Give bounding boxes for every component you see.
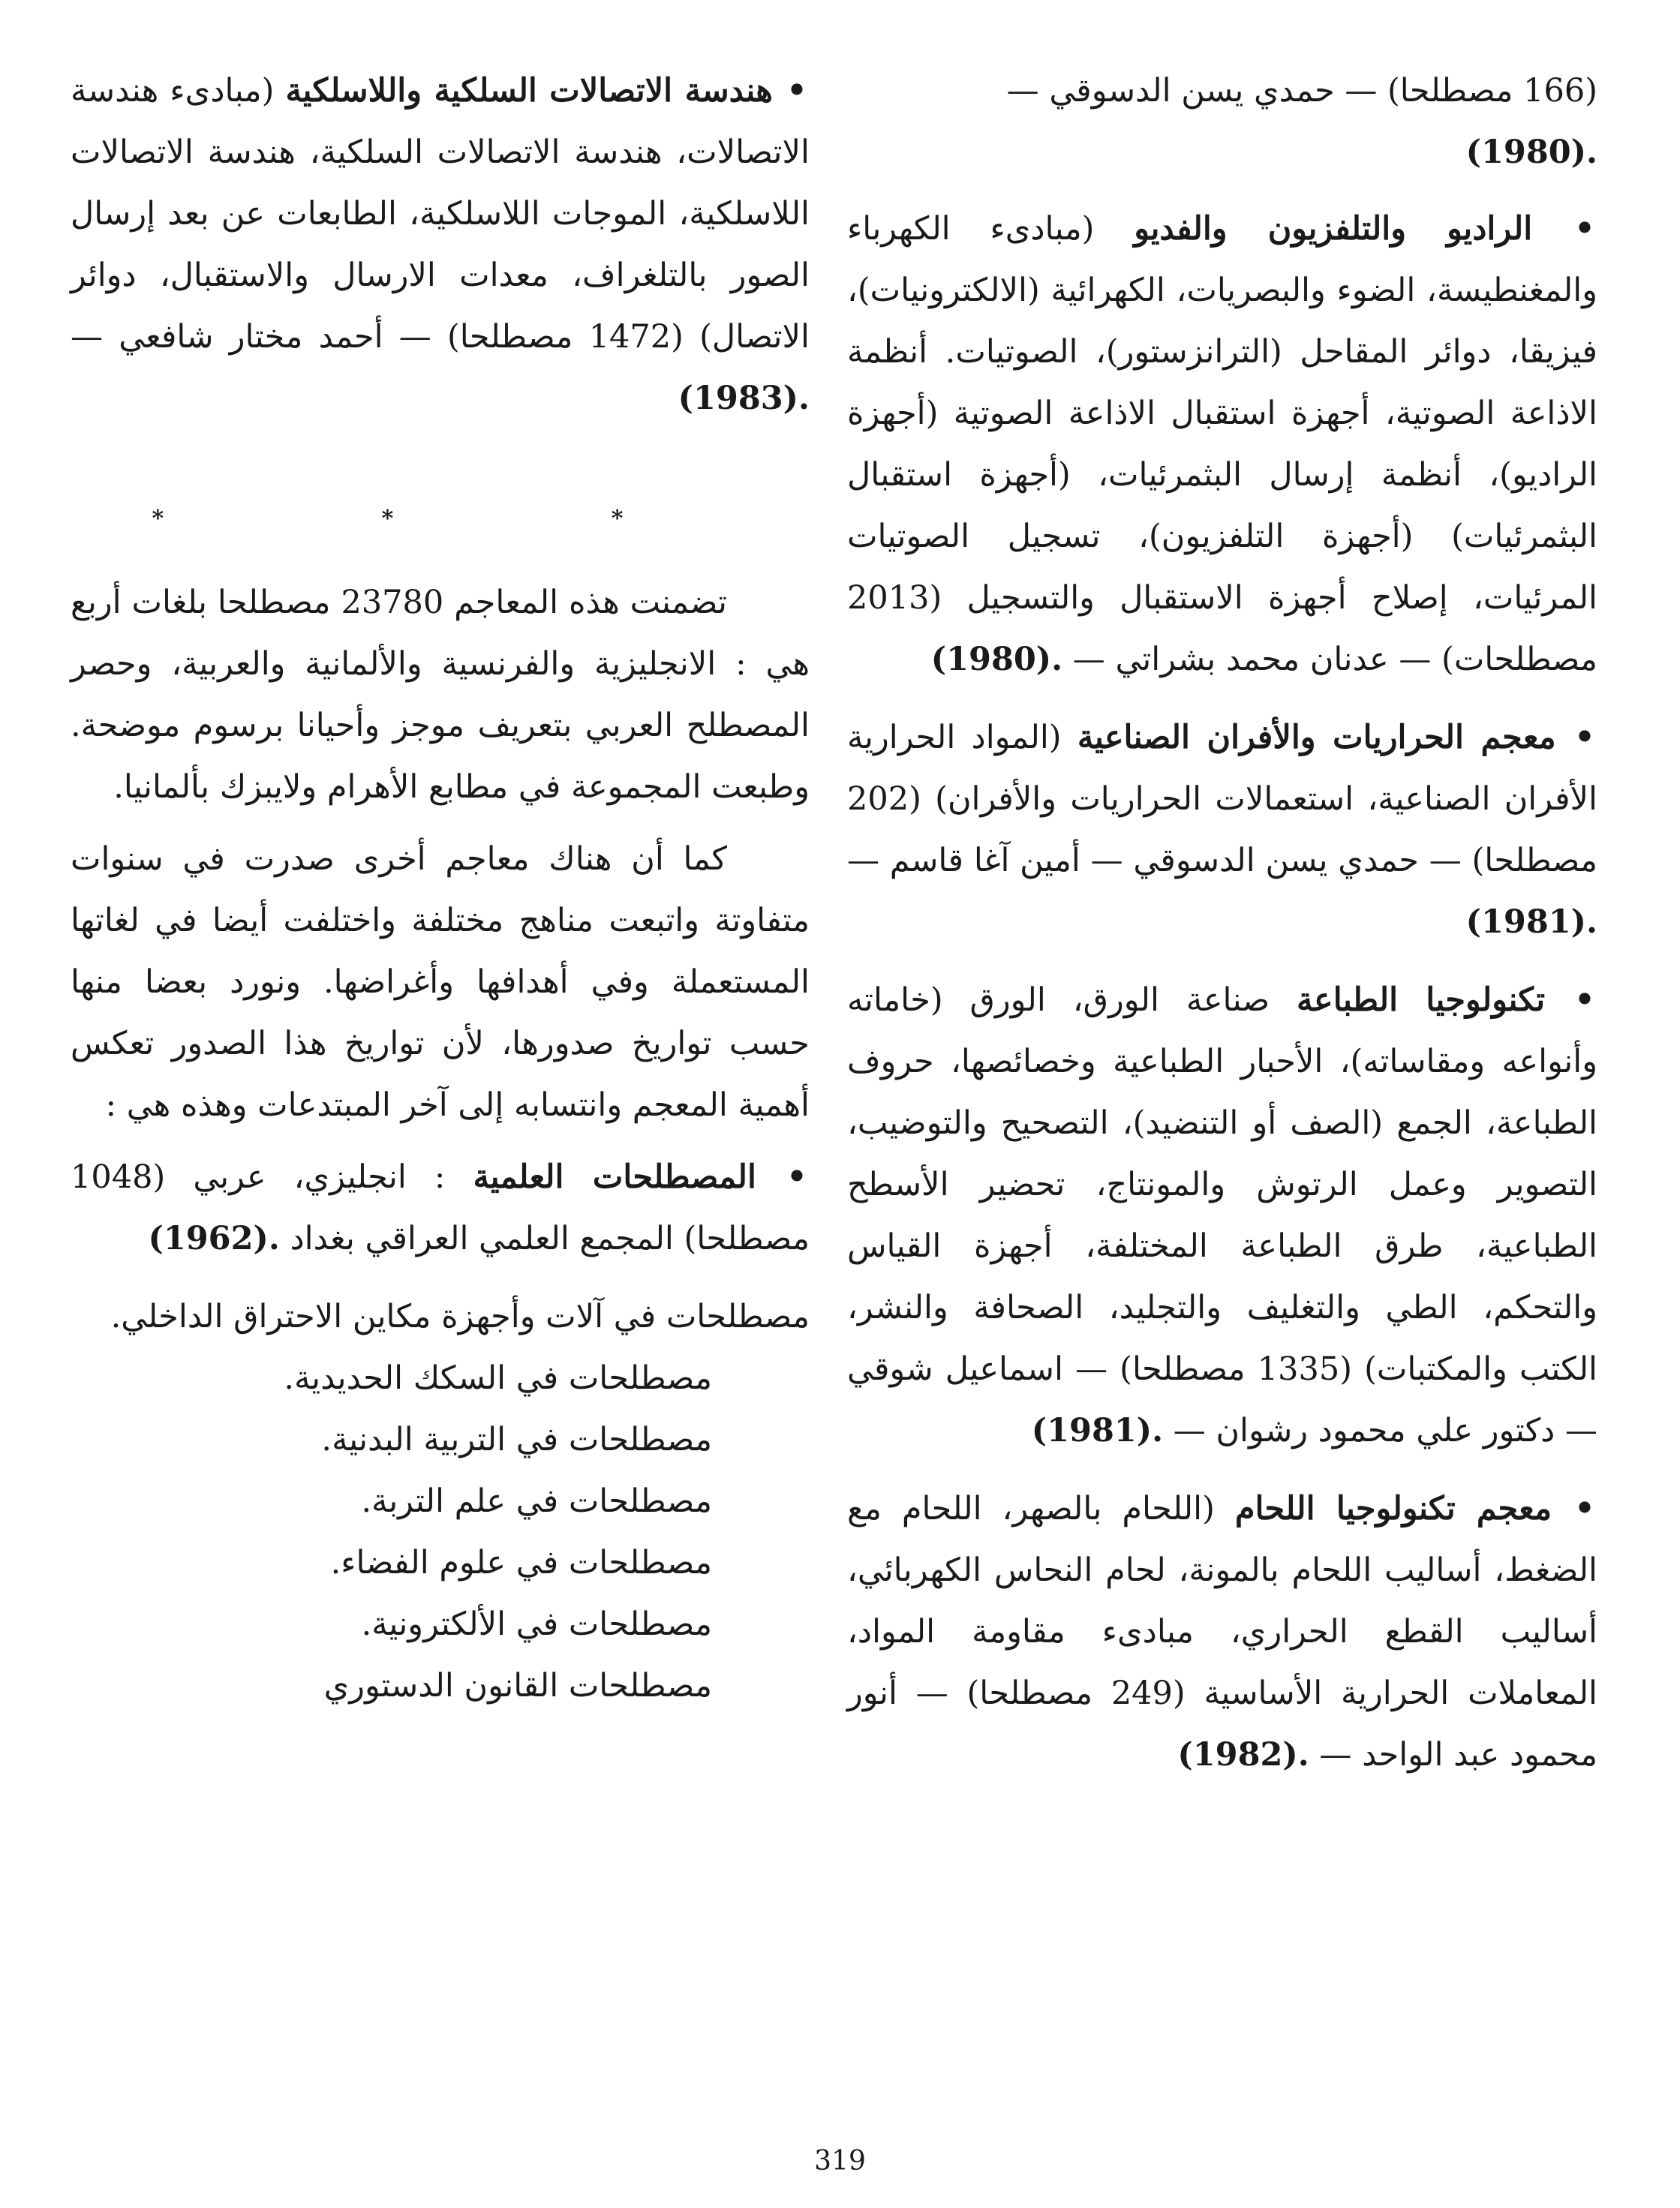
summary-paragraph: تضمنت هذه المعاجم 23780 مصطلحا بلغات أربع هي : الانجليزية والفرنسية والألمانية والعربية، وحصر المصطلح العربي بتعريف موجز وأحيانا برسوم موضحة. وطبعت المجموعة في مطابع الأهرام ولايبزك بألمانيا. <box>71 584 810 806</box>
entry-year: (1983). <box>678 380 810 417</box>
entry-title: المصطلحات العلمية <box>473 1158 756 1196</box>
entry-title: هندسة الاتصالات السلكية واللاسلكية <box>285 72 773 110</box>
entry-body: (اللحام بالصهر، اللحام مع الضغط، أساليب اللحام بالمونة، لحام النحاس الكهربائي، أساليب القطع الحراري، مبادىء مقاومة المواد، المعاملات الحرارية الأساسية (249 مصطلحا) — أنور محمود عبد الواحد — <box>847 1490 1597 1774</box>
right-column <box>847 60 1597 1802</box>
entry-year: (1980). <box>930 641 1063 678</box>
entry-title: الراديو والتلفزيون والفديو <box>1134 210 1533 248</box>
entry-welding <box>847 1478 1597 1786</box>
entry-title: معجم تكنولوجيا اللحام <box>1234 1490 1552 1528</box>
bullet-icon: • <box>1574 210 1595 248</box>
list-item: مصطلحات في التربية البدنية. <box>321 1421 712 1458</box>
bullet-icon: • <box>1574 981 1595 1019</box>
entry-year: (1981). <box>1031 1412 1164 1449</box>
list-item: مصطلحات في علم التربة. <box>361 1483 712 1520</box>
entry-scientific-terms <box>71 1146 810 1269</box>
bullet-icon: • <box>786 72 807 110</box>
entry-year: (1982). <box>1177 1736 1309 1774</box>
bullet-icon: • <box>786 1158 807 1196</box>
section-separator: * * * <box>152 506 729 532</box>
bullet-icon: • <box>1574 1490 1595 1528</box>
entry-printing <box>847 969 1597 1461</box>
carry-over-text <box>847 60 1597 183</box>
entry-title: تكنولوجيا الطباعة <box>1297 981 1546 1019</box>
list-item: مصطلحات في الألكترونية. <box>361 1606 712 1643</box>
list-item: مصطلحات في علوم الفضاء. <box>330 1544 712 1582</box>
entry-refractories <box>847 707 1597 953</box>
entry-body: (مبادىء هندسة الاتصالات، هندسة الاتصالات السلكية، هندسة الاتصالات اللاسلكية، الموجات اللاسلكية، الطابعات عن بعد إرسال الصور بالتلغراف، معدات الارسال والاستقبال، دوائر الاتصال) (1472 مصطلحا) — أحمد مختار شافعي — <box>71 72 810 356</box>
terms-list <box>71 1286 810 1717</box>
entry-body: (المواد الحرارية الأفران الصناعية، استعمالات الحراريات والأفران) (202 مصطلحا) — حمدي يسن الدسوقي — أمين آغا قاسم — <box>847 719 1597 879</box>
entry-telecom <box>71 60 810 429</box>
list-item: مصطلحات في السكك الحديدية. <box>284 1359 712 1397</box>
list-item: مصطلحات القانون الدستوري <box>323 1667 712 1705</box>
carry-over-year: (1980). <box>1465 134 1597 171</box>
entry-radio-tv <box>847 198 1597 690</box>
entry-body: (مبادىء الكهرباء والمغنطيسة، الضوء والبصريات، الكهرائية (الالكترونيات)، فيزيقا، دوائر المقاحل (الترانزستور)، الصوتيات. أنظمة الاذاعة الصوتية، أجهزة استقبال الاذاعة الصوتية (أجهزة الراديو)، أنظمة إرسال البثمرئيات، (أجهزة استقبال البثمرئيات) (أجهزة التلفزيون)، تسجيل الصوتيات المرئيات، إصلاح أجهزة الاستقبال والتسجيل (2013 مصطلحات) — عدنان محمد بشراتي — <box>847 210 1597 678</box>
list-item: مصطلحات في آلات وأجهزة مكاين الاحتراق الداخلي. <box>110 1298 810 1335</box>
entry-year: (1981). <box>1465 903 1597 941</box>
entry-body: : انجليزي، عربي (1048 مصطلحا) المجمع العلمي العراقي بغداد <box>71 1158 810 1257</box>
left-column <box>71 60 810 1717</box>
page-number: 319 <box>814 2146 866 2176</box>
other-dictionaries-paragraph: كما أن هناك معاجم أخرى صدرت في سنوات متفاوتة واتبعت مناهج مختلفة واختلفت أيضا في لغاتها المستعملة وفي أهدافها وأغراضها. ونورد بعضا منها حسب تواريخ صدورها، لأن تواريخ هذا الصدور تعكس أهمية المعجم وانتسابه إلى آخر المبتدعات وهذه هي : <box>71 840 810 1124</box>
carry-over-line: (166 مصطلحا) — حمدي يسن الدسوقي — <box>1006 72 1597 110</box>
entry-title: معجم الحراريات والأفران الصناعية <box>1077 719 1556 756</box>
entry-year: (1962). <box>148 1220 280 1257</box>
entry-body: صناعة الورق، الورق (خاماته وأنواعه ومقاساته)، الأحبار الطباعية وخصائصها، حروف الطباعة، الجمع (الصف أو التنضيد)، التصحيح والتوضيب، التصوير وعمل الرتوش والمونتاج، تحضير الأسطح الطباعية، طرق الطباعة المختلفة، أجهزة القياس والتحكم، الطي والتغليف والتجليد، الصحافة والنشر، الكتب والمكتبات) (1335 مصطلحا) — اسماعيل شوقي — دكتور علي محمود رشوان — <box>847 981 1597 1449</box>
bullet-icon: • <box>1574 719 1595 756</box>
